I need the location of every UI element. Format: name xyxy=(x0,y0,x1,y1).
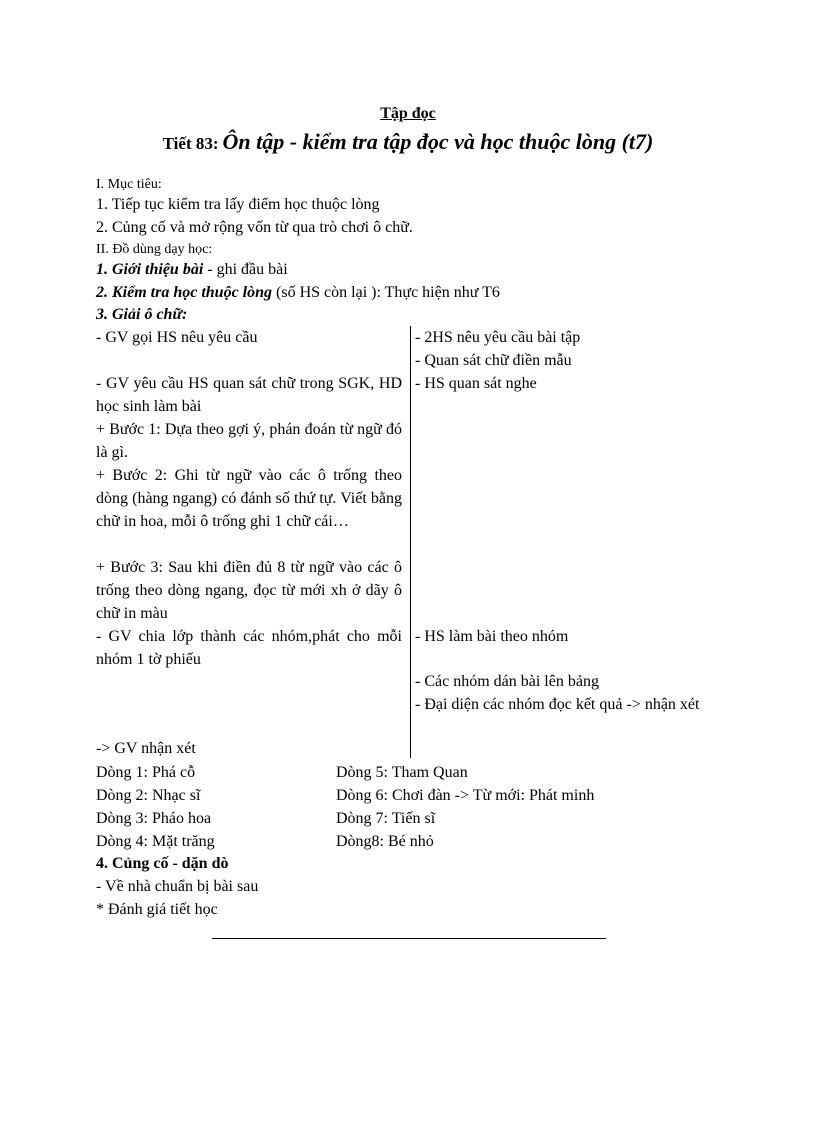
teacher-step-1: - GV gọi HS nêu yêu cầu xyxy=(96,329,258,346)
closing-heading: 4. Củng cố - dặn dò xyxy=(96,855,229,872)
closing-item-1: - Về nhà chuẩn bị bài sau xyxy=(96,878,259,895)
answer-row-3: Dòng 3: Pháo hoa xyxy=(96,810,212,827)
activity-puzzle-title: 3. Giải ô chữ: xyxy=(96,306,188,323)
objectives-heading: I. Mục tiêu: xyxy=(96,177,162,192)
objective-item-1: 1. Tiếp tục kiểm tra lấy điểm học thuộc lòng xyxy=(96,196,380,213)
activity-check xyxy=(96,282,500,304)
teacher-step-4: + Bước 2: Ghi từ ngữ vào các ô trống theo dòng (hàng ngang) có đánh số thứ tự. Viết bằng chữ in hoa, mỗi ô trống ghi 1 chữ cái… xyxy=(96,467,402,530)
student-step-4: - HS làm bài theo nhóm xyxy=(415,628,569,645)
answer-row-2: Dòng 2: Nhạc sĩ xyxy=(96,787,201,804)
student-step-6: - Đại diện các nhóm đọc kết quả -> nhận xét xyxy=(415,696,700,713)
answer-row-4: Dòng 4: Mặt trăng xyxy=(96,833,215,850)
activity-check-title: 2. Kiểm tra học thuộc lòng xyxy=(96,284,273,301)
activity-check-text: (số HS còn lại ): Thực hiện như T6 xyxy=(272,284,500,301)
student-step-3: - HS quan sát nghe xyxy=(415,375,537,392)
lesson-title xyxy=(0,128,816,159)
student-step-1: - 2HS nêu yêu cầu bài tập xyxy=(415,329,581,346)
answer-row-7: Dòng 7: Tiến sĩ xyxy=(336,810,436,827)
review-note: -> GV nhận xét xyxy=(96,740,196,757)
objective-item-2: 2. Củng cố và mở rộng vốn từ qua trò chơi ô chữ. xyxy=(96,219,413,236)
lesson-label: Tiết 83: xyxy=(162,134,219,153)
answer-row-6: Dòng 6: Chơi đàn -> Từ mới: Phát minh xyxy=(336,787,595,804)
closing-item-2: * Đánh giá tiết học xyxy=(96,901,218,918)
student-step-5: - Các nhóm dán bài lên bảng xyxy=(415,673,599,690)
answer-row-1: Dòng 1: Phá cỗ xyxy=(96,764,196,781)
answer-row-8: Dòng8: Bé nhỏ xyxy=(336,833,434,850)
student-step-2: - Quan sát chữ điền mẫu xyxy=(415,352,572,369)
activity-intro-text: - ghi đầu bài xyxy=(203,261,288,278)
activity-intro-title: 1. Giới thiệu bài xyxy=(96,261,204,278)
teacher-step-5: + Bước 3: Sau khi điền đủ 8 từ ngữ vào các ô trống theo dòng ngang, đọc từ mới xh ở dãy ô chữ in màu xyxy=(96,559,402,622)
teacher-step-6: - GV chia lớp thành các nhóm,phát cho mỗi nhóm 1 tờ phiếu xyxy=(96,628,402,668)
teacher-step-2: - GV yêu cầu HS quan sát chữ trong SGK, HD học sinh làm bài xyxy=(96,375,402,415)
end-rule xyxy=(212,938,606,939)
subject-heading: Tập đọc xyxy=(380,105,436,122)
teacher-step-3: + Bước 1: Dựa theo gợi ý, phán đoán từ ngữ đó là gì. xyxy=(96,421,402,461)
activity-intro xyxy=(96,259,288,281)
lesson-name: Ôn tập - kiểm tra tập đọc và học thuộc lòng (t7) xyxy=(222,129,654,154)
materials-heading: II. Đồ dùng dạy học: xyxy=(96,242,213,257)
activity-table xyxy=(96,326,726,758)
table-divider xyxy=(410,326,411,758)
answer-row-5: Dòng 5: Tham Quan xyxy=(336,764,468,781)
